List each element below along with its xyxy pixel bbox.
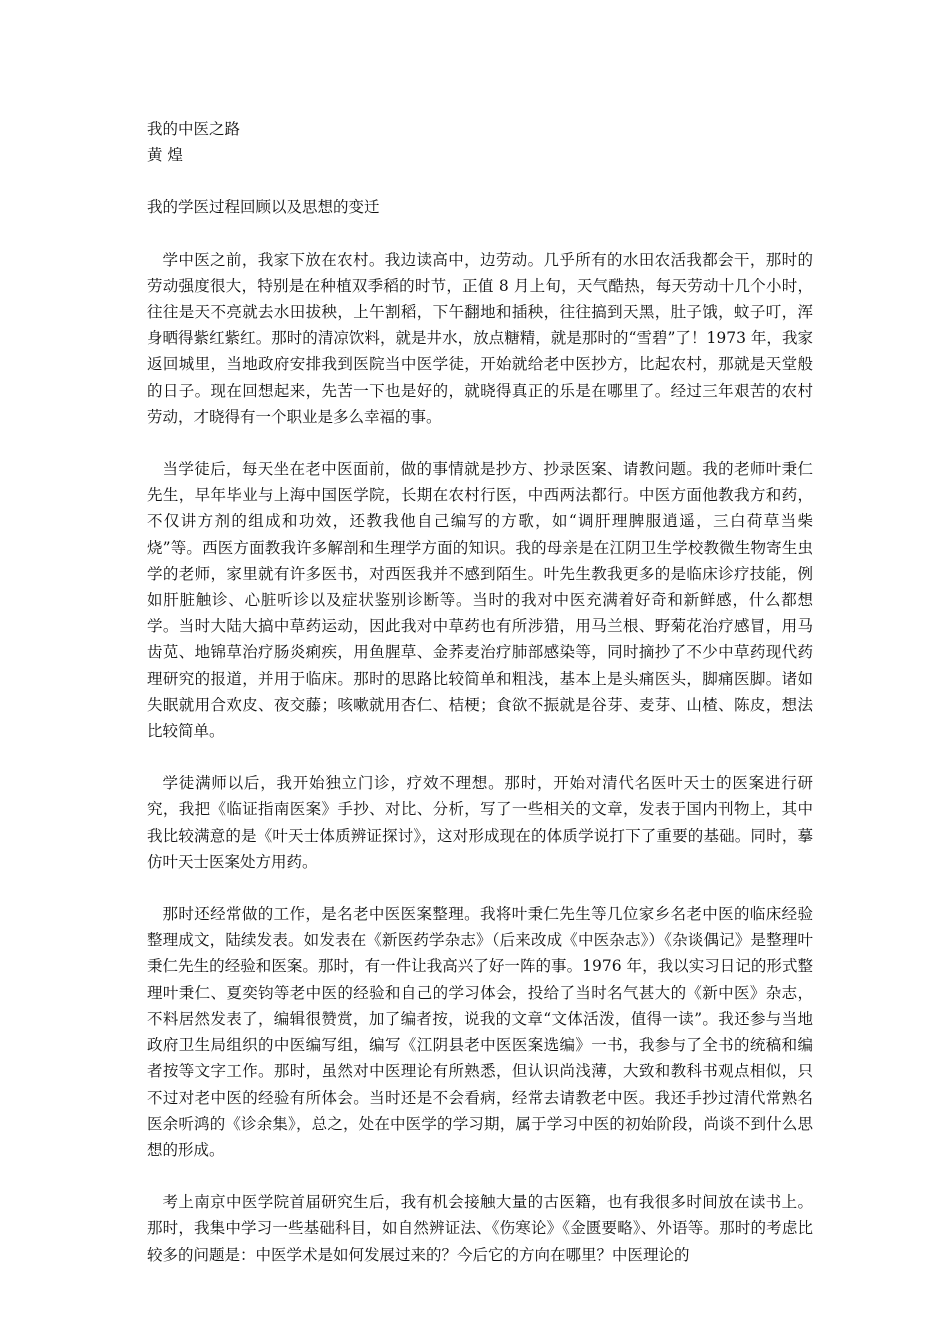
document-subtitle: 我的学医过程回顾以及思想的变迁 [147,198,380,217]
document-body [147,116,813,1294]
paragraph-1: 学中医之前，我家下放在农村。我边读高中，边劳动。几乎所有的水田农活我都会干，那时的劳动强度很大，特别是在种植双季稻的时节，正值 8 月上旬，天气酷热，每天劳动十几个小时，往往是天不亮就去水田拔秧，上午割稻，下午翻地和插秧，往往搞到天黑，肚子饿，蚊子叮，浑身晒得紫红紫红。那时的清凉饮料，就是井水，放点糖精，就是那时的“雪碧”了！1973 年，我家返回城里，当地政府安排我到医院当中医学徒，开始就给老中医抄方，比起农村，那就是天堂般的日子。现在回想起来，先苦一下也是好的，就晓得真正的乐是在哪里了。经过三年艰苦的农村劳动，才晓得有一个职业是多么幸福的事。 [147,250,813,426]
paragraph-5: 考上南京中医学院首届研究生后，我有机会接触大量的古医籍，也有我很多时间放在读书上。那时，我集中学习一些基础科目，如自然辨证法、《伤寒论》《金匮要略》、外语等。那时的考虑比较多的问题是：中医学术是如何发展过来的？今后它的方向在哪里？中医理论的 [147,1193,813,1264]
paragraph-2: 当学徒后，每天坐在老中医面前，做的事情就是抄方、抄录医案、请教问题。我的老师叶秉仁先生，早年毕业与上海中国医学院，长期在农村行医，中西两法都行。中医方面他教我方和药，不仅讲方剂的组成和功效，还教我他自己编写的方歌，如“调肝理脾服逍遥，三白荷草当柴烧”等。西医方面教我许多解剖和生理学方面的知识。我的母亲是在江阴卫生学校教微生物寄生虫学的老师，家里就有许多医书，对西医我并不感到陌生。叶先生教我更多的是临床诊疗技能，例如肝脏触诊、心脏听诊以及症状鉴别诊断等。当时的我对中医充满着好奇和新鲜感，什么都想学。当时大陆大搞中草药运动，因此我对中草药也有所涉猎，用马兰根、野菊花治疗感冒，用马齿苋、地锦草治疗肠炎痢疾，用鱼腥草、金荞麦治疗肺部感染等，同时摘抄了不少中草药现代药理研究的报道，并用于临床。那时的思路比较简单和粗浅，基本上是头痛医头，脚痛医脚。诸如失眠就用合欢皮、夜交藤；咳嗽就用杏仁、桔梗；食欲不振就是谷芽、麦芽、山楂、陈皮，想法比较简单。 [147,460,813,741]
paragraph-3: 学徒满师以后，我开始独立门诊，疗效不理想。那时，开始对清代名医叶天士的医案进行研究，我把《临证指南医案》手抄、对比、分析，写了一些相关的文章，发表于国内刊物上，其中我比较满意的是《叶天士体质辨证探讨》，这对形成现在的体质学说打下了重要的基础。同时，摹仿叶天士医案处方用药。 [147,774,813,871]
document-author: 黄 煌 [147,146,183,165]
document-title: 我的中医之路 [147,120,241,138]
paragraph-4: 那时还经常做的工作，是名老中医医案整理。我将叶秉仁先生等几位家乡名老中医的临床经验整理成文，陆续发表。如发表在《新医药学杂志》（后来改成《中医杂志》）《杂谈偶记》是整理叶秉仁先生的经验和医案。那时，有一件让我高兴了好一阵的事。1976 年，我以实习日记的形式整理叶秉仁、夏奕钧等老中医的经验和自己的学习体会，投给了当时名气甚大的《新中医》杂志，不料居然发表了，编辑很赞赏，加了编者按，说我的文章“文体活泼，值得一读”。我还参与当地政府卫生局组织的中医编写组，编写《江阴县老中医医案选编》一书，我参与了全书的统稿和编者按等文字工作。那时，虽然对中医理论有所熟悉，但认识尚浅薄，大致和教科书观点相似，只不过对老中医的经验有所体会。当时还是不会看病，经常去请教老中医。我还手抄过清代常熟名医余听鸿的《诊余集》，总之，处在中医学的学习期，属于学习中医的初始阶段，尚谈不到什么思想的形成。 [147,905,813,1159]
